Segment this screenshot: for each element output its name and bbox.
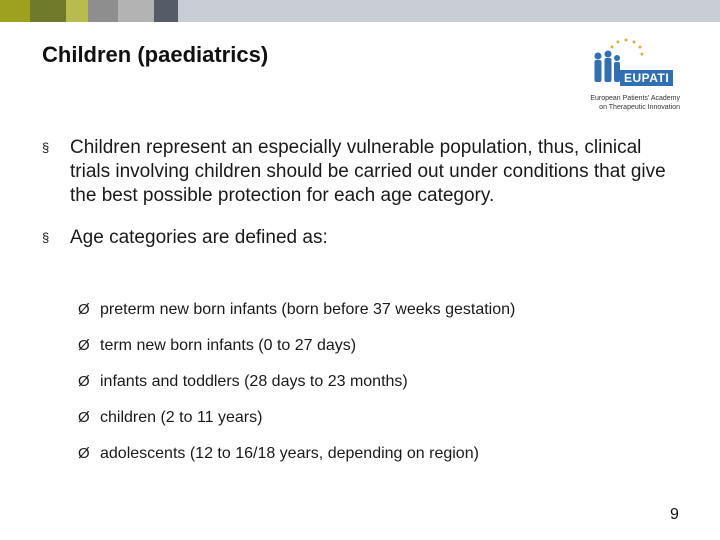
top-color-bar [0, 0, 720, 22]
arrow-marker-icon: Ø [78, 409, 90, 426]
age-category-item [78, 300, 678, 336]
color-segment [178, 0, 720, 22]
logo-tagline [580, 94, 680, 112]
age-category-item [78, 444, 678, 480]
color-segment [88, 0, 118, 22]
arrow-marker-icon: Ø [78, 301, 90, 318]
bullet-marker-icon: § [42, 230, 50, 245]
arrow-marker-icon: Ø [78, 373, 90, 390]
arrow-marker-icon: Ø [78, 337, 90, 354]
color-segment [66, 0, 88, 22]
color-segment [30, 0, 66, 22]
age-category-text: adolescents (12 to 16/18 years, depending on region) [100, 445, 479, 462]
age-category-list [78, 300, 678, 480]
age-category-item [78, 336, 678, 372]
logo-brand-text: EUPATI [620, 70, 673, 86]
age-category-item [78, 372, 678, 408]
color-segment [0, 0, 30, 22]
bullet-text: Children represent an especially vulnerable population, thus, clinical trials involving children should be carried out under conditions that give the best possible protection for each age category. [70, 137, 666, 206]
bullet-list [42, 136, 682, 250]
bullet-text: Age categories are defined as: [70, 227, 328, 248]
logo-tagline-line1: European Patients' Academy [590, 95, 680, 102]
bullet-marker-icon: § [42, 140, 50, 155]
bullet-item [42, 226, 682, 250]
color-segment [154, 0, 178, 22]
slide-title: Children (paediatrics) [42, 42, 269, 67]
age-category-text: term new born infants (0 to 27 days) [100, 337, 357, 354]
eupati-logo [580, 38, 690, 118]
age-category-text: preterm new born infants (born before 37 weeks gestation) [100, 301, 516, 318]
color-segment [118, 0, 154, 22]
logo-tagline-line2: on Therapeutic Innovation [599, 104, 680, 111]
age-category-text: children (2 to 11 years) [100, 409, 263, 426]
page-number: 9 [670, 506, 679, 523]
arrow-marker-icon: Ø [78, 445, 90, 462]
bullet-item [42, 136, 682, 208]
age-category-item [78, 408, 678, 444]
age-category-text: infants and toddlers (28 days to 23 months) [100, 373, 408, 390]
